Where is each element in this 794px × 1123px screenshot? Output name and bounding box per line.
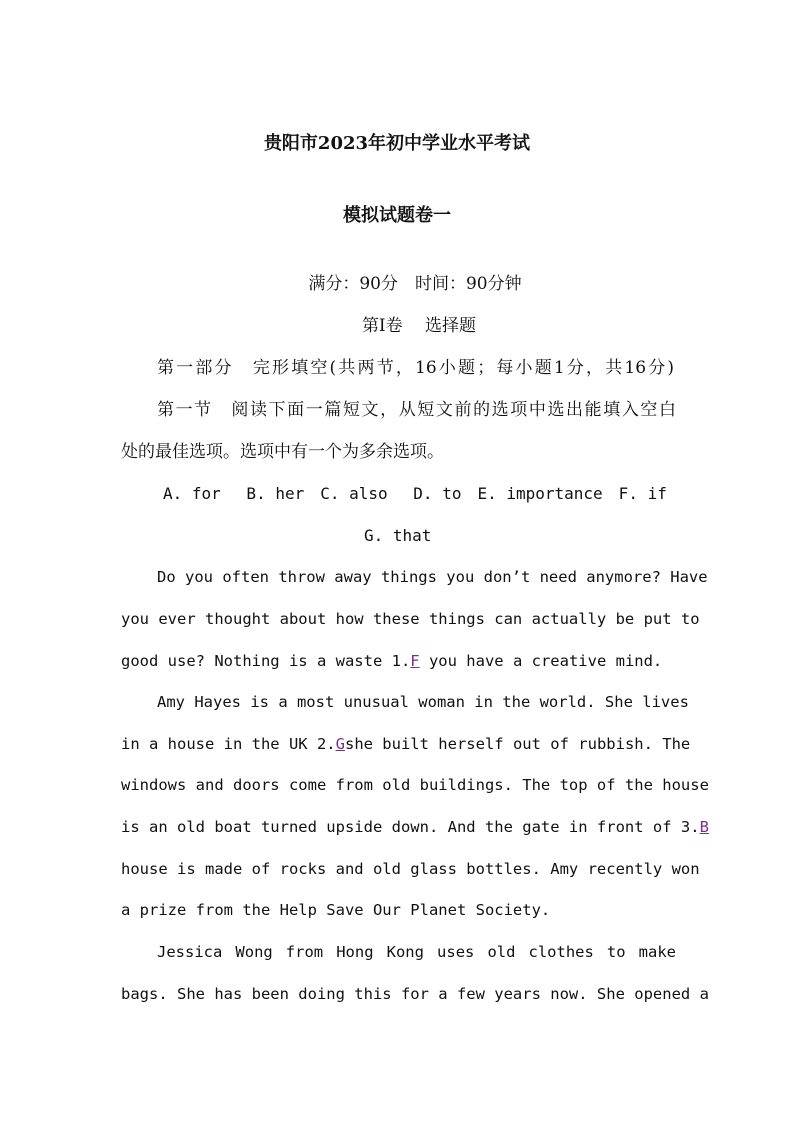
passage-line: windows and doors come from old buildings. The top of the house	[121, 776, 709, 794]
passage-text: she built herself out of rubbish. The	[344, 735, 691, 753]
part-heading: 第一部分 完形填空(共两节，16小题；每小题1分，共16分)	[157, 358, 674, 378]
passage-line: bags. She has been doing this for a few years now. She opened a	[121, 985, 709, 1003]
passage-text: in a house in the UK 2.	[121, 735, 336, 753]
instruction-line-2: 处的最佳选项。选项中有一个为多余选项。	[121, 442, 444, 462]
passage-line: house is made of rocks and old glass bottles. Amy recently won	[121, 860, 700, 878]
answer-blank-2: G	[335, 735, 345, 753]
exam-subtitle: 模拟试题卷一	[343, 205, 451, 226]
passage-line: Do you often throw away things you don’t need anymore? Have	[157, 568, 708, 586]
passage-text: you have a creative mind.	[419, 652, 663, 670]
passage-text: is an old boat turned upside down. And the gate in front of 3.	[121, 818, 700, 836]
passage-text	[121, 733, 345, 755]
answer-blank-1: F	[410, 652, 420, 670]
options-row-2: G. that	[364, 526, 432, 545]
passage-text: good use? Nothing is a waste 1.	[121, 652, 411, 670]
passage-line	[121, 733, 691, 755]
exam-title: 贵阳市2023年初中学业水平考试	[263, 133, 531, 154]
answer-blank-3: B	[699, 818, 709, 836]
passage-line	[121, 650, 662, 672]
instruction-line-1: 第一节 阅读下面一篇短文，从短文前的选项中选出能填入空白	[157, 400, 676, 420]
exam-meta: 满分：90分 时间：90分钟	[308, 274, 522, 294]
options-row-1: A. for B. her C. also D. to E. importance F. if	[163, 484, 667, 503]
passage-line: Jessica Wong from Hong Kong uses old clothes to make	[157, 943, 676, 961]
passage-line	[121, 816, 709, 838]
volume-heading: 第Ⅰ卷 选择题	[361, 316, 477, 336]
passage-line: you ever thought about how these things can actually be put to	[121, 610, 700, 628]
passage-line: Amy Hayes is a most unusual woman in the world. She lives	[157, 693, 689, 711]
passage-line: a prize from the Help Save Our Planet Society.	[121, 901, 551, 919]
